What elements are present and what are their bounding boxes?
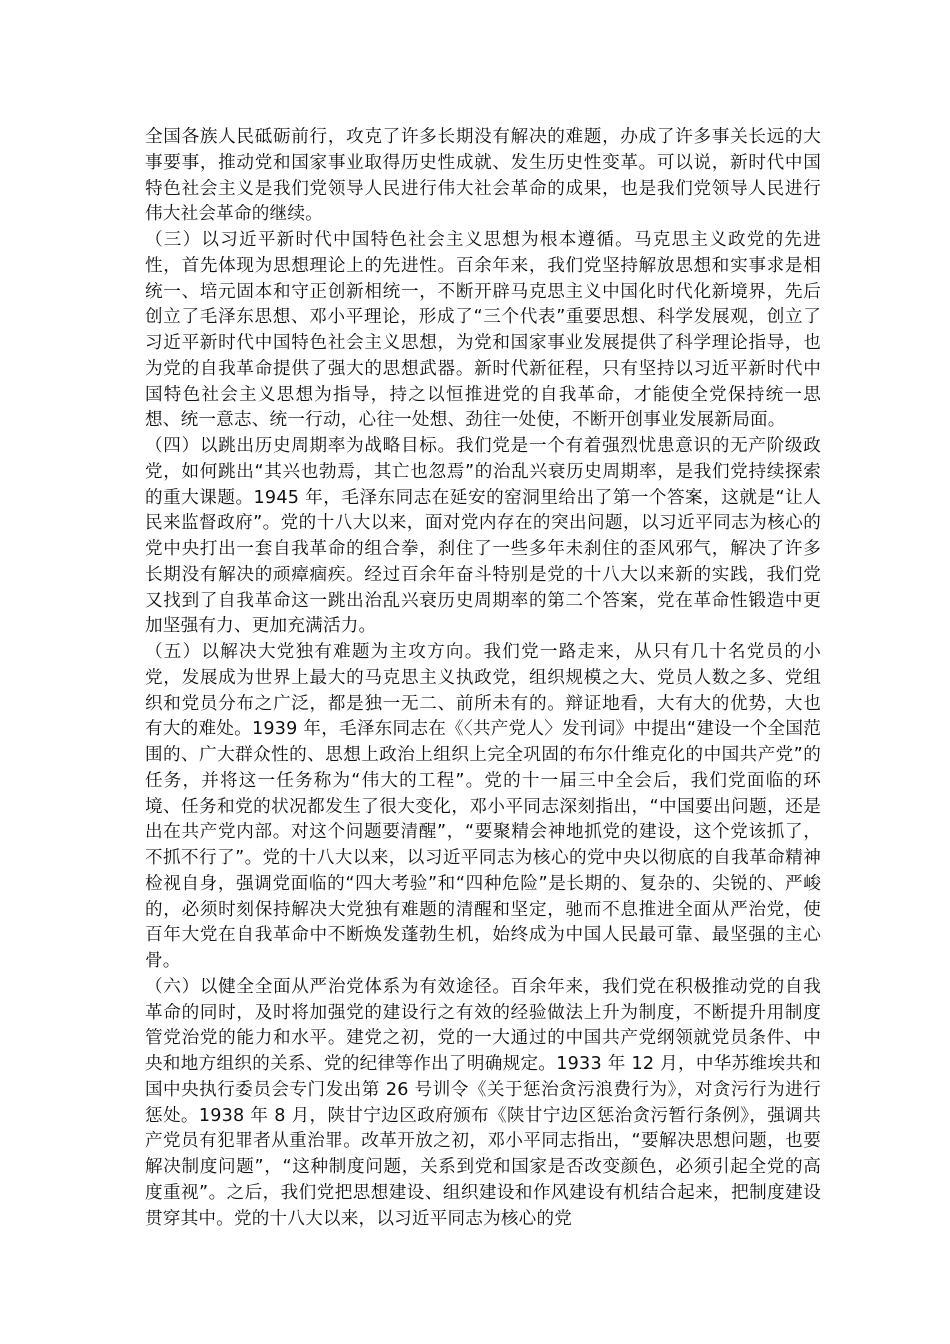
paragraph-section-5: （五）以解决大党独有难题为主攻方向。我们党一路走来，从只有几十名党员的小党，发展成为世界上最大的马克思主义执政党，组织规模之大、党员人数之多、党组织和党员分布之广泛，都是独一无二、前所未有的。辩证地看，大有大的优势，大也有大的难处。1939 年，毛泽东同志在《〈共产党人〉发刊词》中提出“建设一个全国范围的、广大群众性的、思想上政治上组织上完全巩固的布尔什维克化的中国共产党”的任务，并将这一任务称为“伟大的工程”。党的十一届三中全会后，我们党面临的环境、任务和党的状况都发生了很大变化，邓小平同志深刻指出，“中国要出问题，还是出在共产党内部。对这个问题要清醒”，“要聚精会神地抓党的建设，这个党该抓了，不抓不行了”。党的十八大以来，以习近平同志为核心的党中央以彻底的自我革命精神检视自身，强调党面临的“四大考验”和“四种危险”是长期的、复杂的、尖锐的、严峻的，必须时刻保持解决大党独有难题的清醒和坚定，驰而不息推进全面从严治党，使百年大党在自我革命中不断焕发蓬勃生机，始终成为中国人民最可靠、最坚强的主心骨。 bbox=[145, 642, 821, 971]
paragraph-section-6: （六）以健全全面从严治党体系为有效途径。百余年来，我们党在积极推动党的自我革命的同时，及时将加强党的建设行之有效的经验做法上升为制度，不断提升用制度管党治党的能力和水平。建党之初，党的一大通过的中国共产党纲领就党员条件、中央和地方组织的关系、党的纪律等作出了明确规定。1933 年 12 月，中华苏维埃共和国中央执行委员会专门发出第 26 号训令《关于惩治贪污浪费行为》，对贪污行为进行惩处。1938 年 8 月，陕甘宁边区政府颁布《陕甘宁边区惩治贪污暂行条例》，强调共产党员有犯罪者从重治罪。改革开放之初，邓小平同志指出，“要解决思想问题，也要解决制度问题”，“这种制度问题，关系到党和国家是否改变颜色，必须引起全党的高度重视”。之后，我们党把思想建设、组织建设和作风建设有机结合起来，把制度建设贯穿其中。党的十八大以来，以习近平同志为核心的党 bbox=[145, 976, 821, 1229]
paragraph-continuation: 全国各族人民砥砺前行，攻克了许多长期没有解决的难题，办成了许多事关长远的大事要事，推动党和国家事业取得历史性成就、发生历史性变革。可以说，新时代中国特色社会主义是我们党领导人民进行伟大社会革命的成果，也是我们党领导人民进行伟大社会革命的继续。 bbox=[145, 127, 821, 225]
paragraph-section-3: （三）以习近平新时代中国特色社会主义思想为根本遵循。马克思主义政党的先进性，首先体现为思想理论上的先进性。百余年来，我们党坚持解放思想和实事求是相统一、培元固本和守正创新相统一，不断开辟马克思主义中国化时代化新境界，先后创立了毛泽东思想、邓小平理论，形成了“三个代表”重要思想、科学发展观，创立了习近平新时代中国特色社会主义思想，为党和国家事业发展提供了科学理论指导，也为党的自我革命提供了强大的思想武器。新时代新征程，只有坚持以习近平新时代中国特色社会主义思想为指导，持之以恒推进党的自我革命，才能使全党保持统一思想、统一意志、统一行动，心往一处想、劲往一处使，不断开创事业发展新局面。 bbox=[145, 230, 821, 431]
body-text bbox=[145, 125, 821, 1232]
paragraph-section-4: （四）以跳出历史周期率为战略目标。我们党是一个有着强烈忧患意识的无产阶级政党，如何跳出“其兴也勃焉，其亡也忽焉”的治乱兴衰历史周期率，是我们党持续探索的重大课题。1945 年，毛泽东同志在延安的窑洞里给出了第一个答案，这就是“让人民来监督政府”。党的十八大以来，面对党内存在的突出问题，以习近平同志为核心的党中央打出一套自我革命的组合拳，刹住了一些多年未刹住的歪风邪气，解决了许多长期没有解决的顽瘴痼疾。经过百余年奋斗特别是党的十八大以来新的实践，我们党又找到了自我革命这一跳出治乱兴衰历史周期率的第二个答案，党在革命性锻造中更加坚强有力、更加充满活力。 bbox=[145, 436, 821, 637]
